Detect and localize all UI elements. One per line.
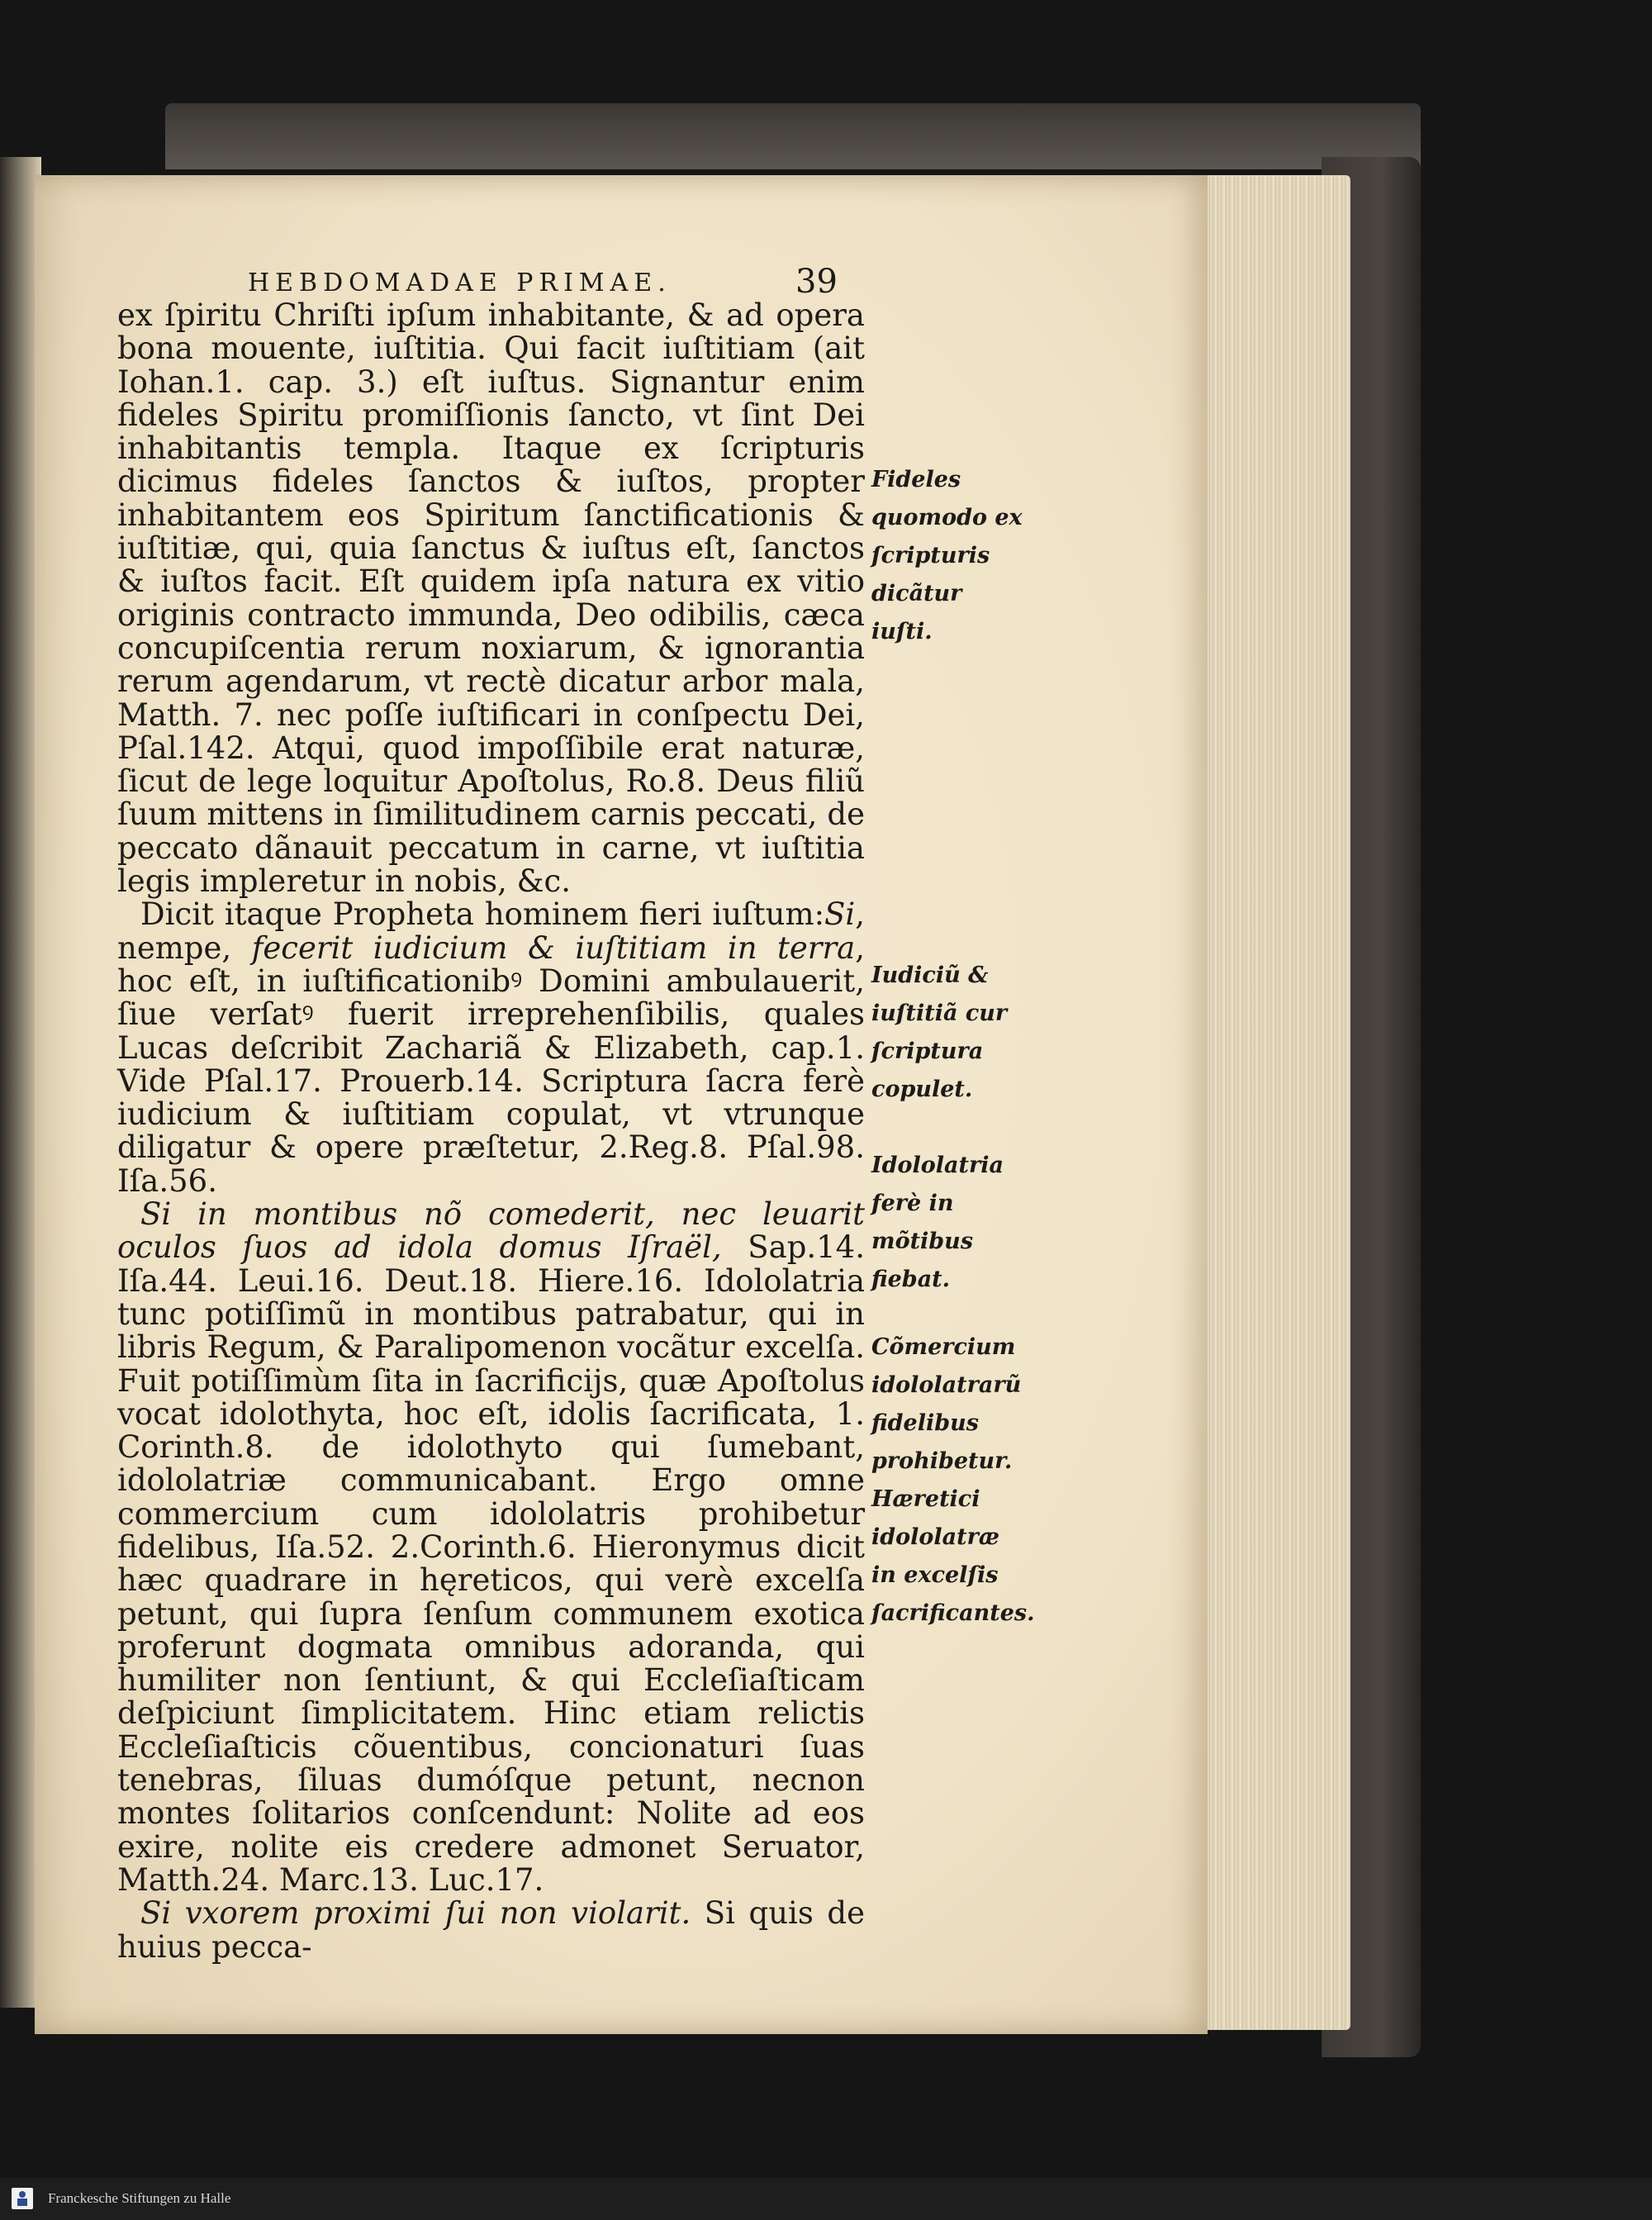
paragraph-3-rest: Sap.14. Iſa.44. Leui.16. Deut.18. Hiere.16. Idololatria tunc potiſſimũ in montibus patrabatur, qui in libris Regum, & Paralipomenon vocãtur excelſa. Fuit potiſſimùm ſita in ſacrificijs, quæ Apoſtolus vocat idolothyta, hoc eſt, idolis ſacrificata, 1. Corinth.8. de idolothyto qui ſumebant, idololatriæ communicabant. Ergo omne commercium cum idololatris prohibetur fidelibus, Iſa.52. 2.Corinth.6. Hieronymus dicit hæc quadrare in hęreticos, qui verè excelſa petunt, qui ſupra ſenſum communem exotica proferunt dogmata omnibus adoranda, qui humiliter non ſentiunt, & qui Eccleſiaſticam deſpiciunt ſimplicitatem. Hinc etiam relictis Eccleſiaſticis cõuentibus, concionaturi ſuas tenebras, ſiluas dumóſque petunt, necnon montes ſolitarios conſcendunt: Nolite ad eos exire, nolite eis credere admonet Seruator, Matth.24. Marc.13. Luc.17. [117, 1229, 865, 1898]
page-stack-edges [1194, 175, 1351, 2030]
paragraph-1: ex ſpiritu Chriſti ipſum inhabitante, & ad opera bona mouente, iuſtitia. Qui facit iuſtitiam (ait Iohan.1. cap. 3.) eſt iuſtus. Signantur enim fideles Spiritu promiſſionis ſancto, vt ſint Dei inhabitantis templa. Itaque ex ſcripturis dicimus fideles ſanctos & iuſtos, propter inhabitantem eos Spiritum ſanctificationis & iuſtitiæ, qui, quia ſanctus & iuſtus eſt, ſanctos & iuſtos facit. Eſt quidem ipſa natura ex vitio originis contracto immunda, Deo odibilis, cæca concupiſcentia rerum noxiarum, & ignorantia rerum agendarum, vt rectè dicatur arbor mala, Matth. 7. nec poſſe iuſtificari in conſpectu Dei, Pſal.142. Atqui, quod impoſſibile erat naturæ, ſicut de lege loquitur Apoſtolus, Ro.8. Deus filiũ ſuum mittens in ſimilitudinem carnis peccati, de peccato dãnauit peccatum in carne, vt iuſtitia legis impleretur in nobis, &c. [117, 297, 865, 900]
footer-bar [0, 2178, 1652, 2220]
paragraph-4-quote: Si vxorem proximi ſui non violarit. [140, 1895, 691, 1932]
institution-logo-icon [12, 2188, 33, 2209]
book-cover-top-edge [165, 103, 1421, 169]
paragraph-2-lead: Dicit itaque Propheta hominem fieri iuſtum: [140, 896, 825, 933]
paragraph-2 [117, 898, 865, 1198]
paragraph-2-quote-2: fecerit iudicium & iuſtitiam in terra [251, 929, 856, 966]
paragraph-2-mid: , nempe, [117, 896, 865, 966]
main-text-block [117, 299, 865, 1964]
paragraph-4-rest: Si quis de huius pecca- [117, 1895, 865, 1965]
paragraph-3-quote: Si in montibus nõ comederit, nec leuarit oculos ſuos ad idola domus Iſraël, [117, 1196, 865, 1266]
running-head: HEBDOMADAE PRIMAE. [248, 269, 672, 297]
margin-note-3: Idololatria ferè in mõtibus fiebat. [871, 1153, 1004, 1292]
margin-note-1: Fideles quomodo ex ſcripturis dicãtur iuſti. [871, 467, 1023, 644]
paragraph-2-rest: , hoc eſt, in iuſtificationibꝰ Domini ambulauerit, ſiue verſatꝰ fuerit irreprehenſibilis, quales Lucas deſcribit Zachariã & Elizabeth, cap.1. Vide Pſal.17. Prouerb.14. Scriptura ſacra ferè iudicium & iuſtitiam copulat, vt vtrunque diligatur & opere præſtetur, 2.Reg.8. Pſal.98. Iſa.56. [117, 929, 866, 1199]
margin-note-2: Iudiciũ & iuſtitiã cur ſcriptura copulet. [871, 963, 1008, 1102]
page-number: 39 [795, 263, 838, 301]
margin-note-4: Cõmercium idololatrarũ fidelibus prohibetur. Hæretici idololatræ in excelſis ſacrificantes. [871, 1334, 1035, 1626]
footer-credit: Franckesche Stiftungen zu Halle [48, 2190, 231, 2206]
paragraph-2-quote-1: Si [824, 896, 856, 933]
paragraph-3 [117, 1198, 865, 1897]
paragraph-4 [117, 1897, 865, 1964]
